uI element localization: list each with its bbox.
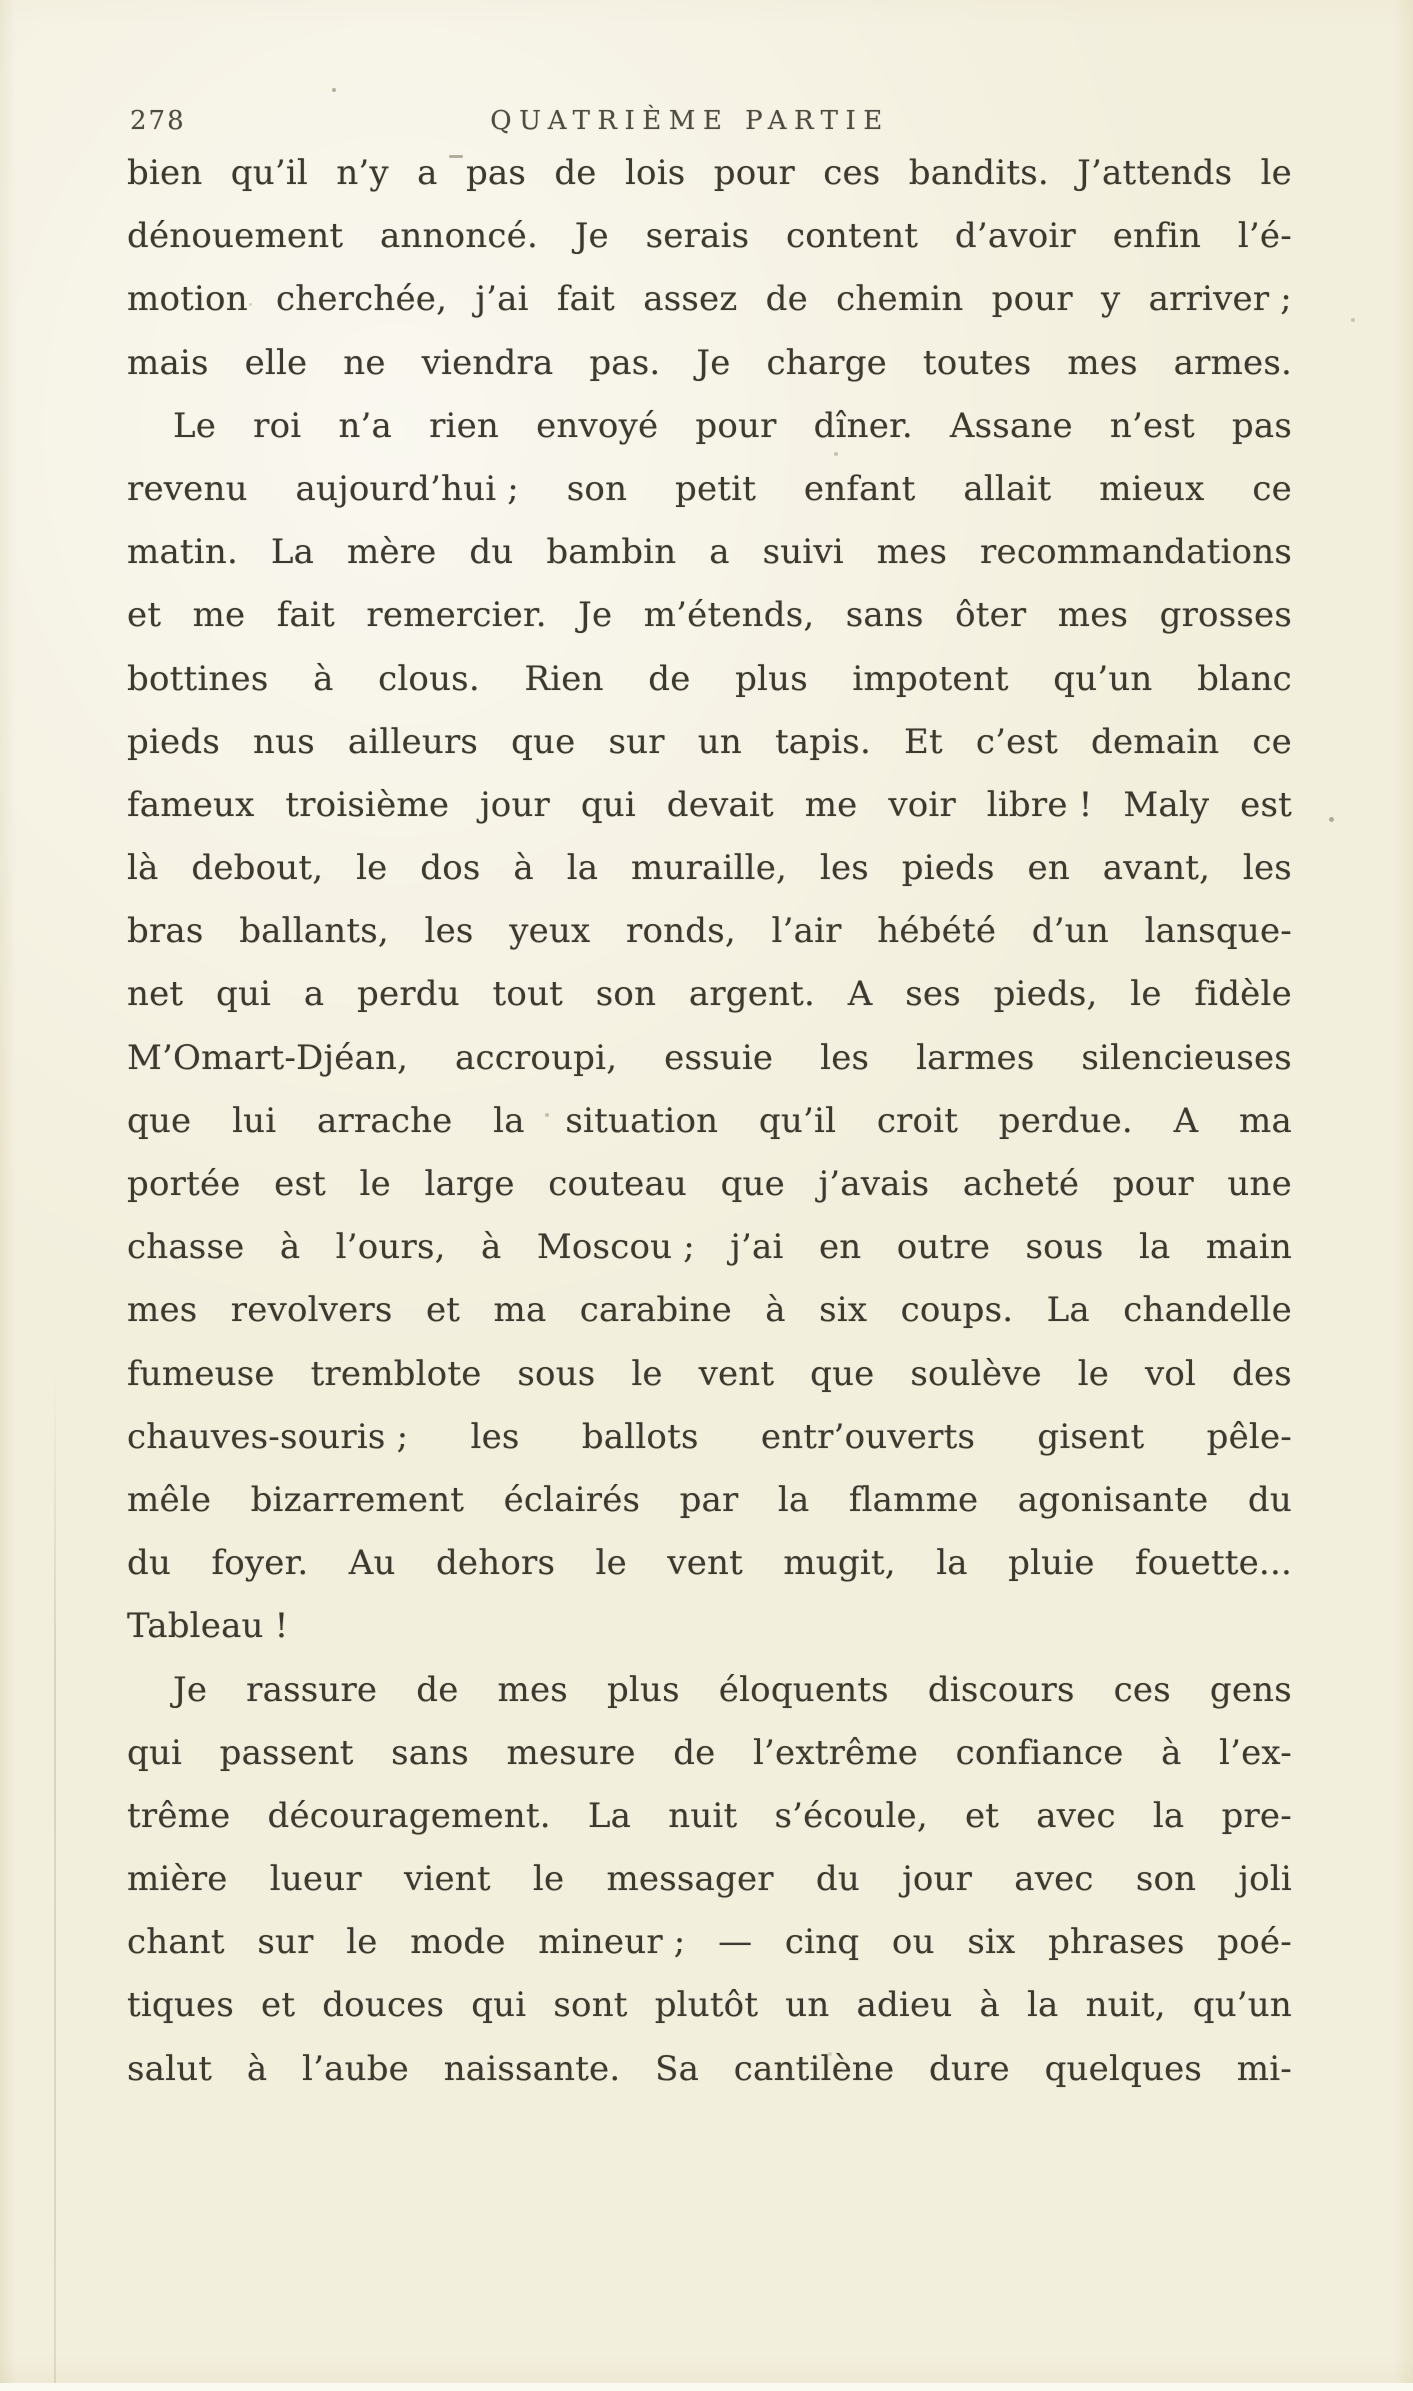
text-line: motion cherchée, j’ai fait assez de chemin pour y arriver ;: [127, 279, 1292, 320]
text-line: net qui a perdu tout son argent. A ses pieds, le fidèle: [127, 974, 1292, 1015]
scan-speck: [834, 452, 838, 456]
text-line: fumeuse tremblote sous le vent que soulève le vol des: [127, 1353, 1292, 1394]
scan-speck: [332, 88, 336, 92]
text-line: Je rassure de mes plus éloquents discours ces gens: [173, 1669, 1292, 1710]
text-line: M’Omart-Djéan, accroupi, essuie les larmes silencieuses: [127, 1037, 1292, 1078]
text-line: salut à l’aube naissante. Sa cantilène dure quelques mi-: [127, 2048, 1292, 2089]
text-line: Tableau !: [127, 1606, 289, 1647]
running-title: QUATRIÈME PARTIE: [490, 106, 890, 136]
text-line: chasse à l’ours, à Moscou ; j’ai en outre sous la main: [127, 1227, 1292, 1268]
scan-speck: [1351, 318, 1355, 322]
text-line: portée est le large couteau que j’avais acheté pour une: [127, 1164, 1292, 1204]
scan-speck: [828, 2052, 832, 2056]
scan-edge: [0, 2383, 1413, 2391]
text-line: qui passent sans mesure de l’extrême confiance à l’ex-: [127, 1732, 1292, 1773]
page-crease: [54, 1368, 56, 2391]
text-line: trême découragement. La nuit s’écoule, et avec la pre-: [127, 1795, 1292, 1836]
text-line: revenu aujourd’hui ; son petit enfant allait mieux ce: [127, 468, 1292, 509]
text-line: du foyer. Au dehors le vent mugit, la pluie fouette...: [127, 1543, 1292, 1584]
text-line: mêle bizarrement éclairés par la flamme agonisante du: [127, 1479, 1292, 1520]
text-line: bien qu’il n’y a pas de lois pour ces bandits. J’attends le: [127, 153, 1292, 193]
text-line: bras ballants, les yeux ronds, l’air hébété d’un lansque-: [127, 911, 1292, 952]
text-line: dénouement annoncé. Je serais content d’avoir enfin l’é-: [127, 216, 1292, 257]
scan-speck: [1329, 817, 1334, 822]
text-block: [127, 142, 1292, 2101]
text-line: matin. La mère du bambin a suivi mes recommandations: [127, 532, 1292, 573]
scan-speck: [545, 1113, 549, 1117]
scan-speck: [249, 303, 252, 306]
text-line: et me fait remercier. Je m’étends, sans ôter mes grosses: [127, 595, 1292, 636]
text-line: chant sur le mode mineur ; — cinq ou six phrases poé-: [127, 1922, 1292, 1963]
text-line: tiques et douces qui sont plutôt un adieu à la nuit, qu’un: [127, 1985, 1292, 2026]
text-line: bottines à clous. Rien de plus impotent qu’un blanc: [127, 658, 1292, 699]
text-line: chauves-souris ; les ballots entr’ouverts gisent pêle-: [127, 1416, 1292, 1457]
text-line: mes revolvers et ma carabine à six coups. La chandelle: [127, 1290, 1292, 1331]
text-line: là debout, le dos à la muraille, les pieds en avant, les: [127, 848, 1292, 889]
page-number: 278: [130, 106, 186, 136]
text-line: mais elle ne viendra pas. Je charge toutes mes armes.: [127, 342, 1292, 383]
text-line: que lui arrache la situation qu’il croit perdue. A ma: [127, 1100, 1292, 1141]
text-line: Le roi n’a rien envoyé pour dîner. Assane n’est pas: [173, 405, 1292, 446]
text-line: mière lueur vient le messager du jour avec son joli: [127, 1859, 1292, 1900]
text-line: pieds nus ailleurs que sur un tapis. Et c’est demain ce: [127, 721, 1292, 762]
text-line: fameux troisième jour qui devait me voir libre ! Maly est: [127, 784, 1292, 825]
page-header: [0, 104, 1380, 144]
